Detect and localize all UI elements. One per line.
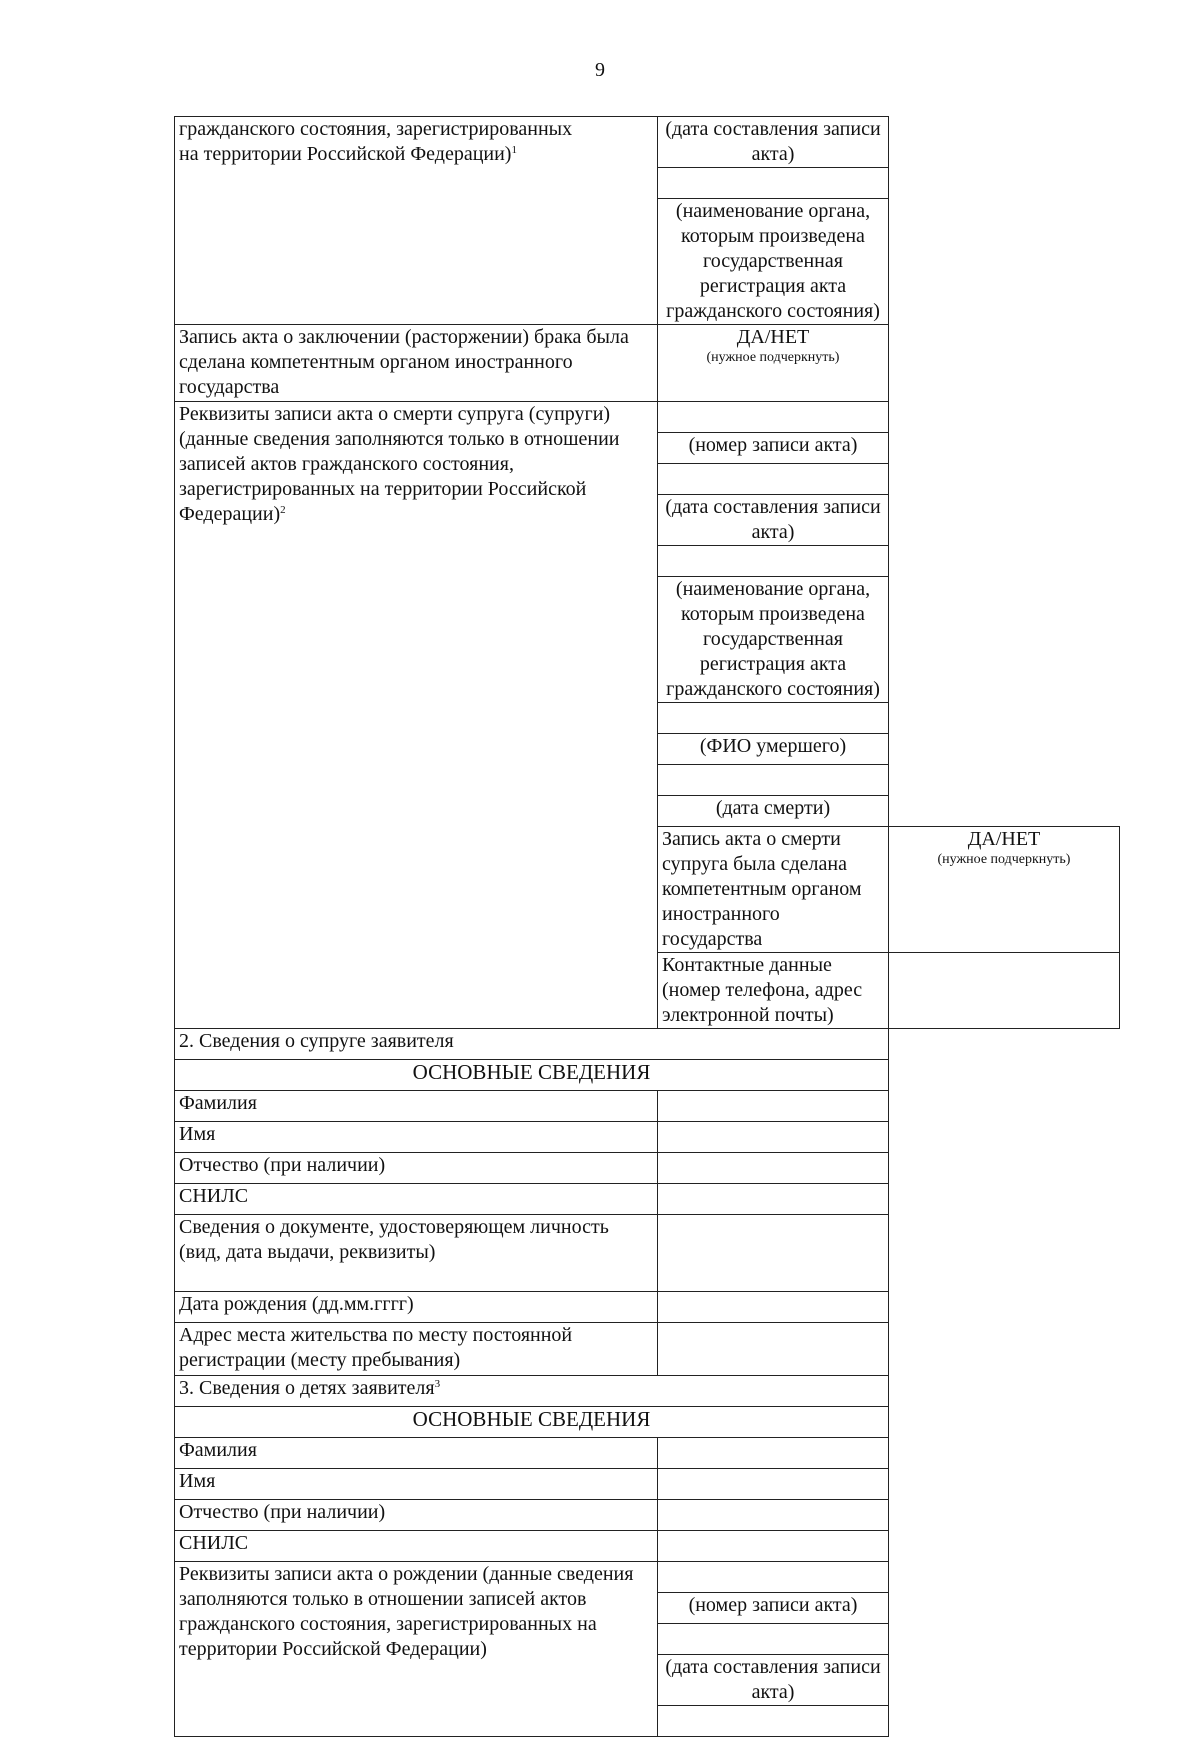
child-birth-record-label: Реквизиты записи акта о рождении (данные сведения заполняются только в отношении записей актов гражданского состояния, зарегистрированных на территории Российской Федерации) [175, 1562, 658, 1737]
child-record-date-field[interactable] [658, 1624, 889, 1655]
authority-field[interactable] [658, 168, 889, 199]
record-date-caption: (дата составления записи акта) [658, 117, 889, 168]
spouse-snils-field[interactable] [658, 1184, 889, 1215]
authority-caption: (наименование органа, которым произведена государственная регистрация акта гражданского состояния) [658, 199, 889, 325]
spouse-id-document-label: Сведения о документе, удостоверяющем личность (вид, дата выдачи, реквизиты) [175, 1215, 658, 1292]
contacts-field[interactable] [889, 953, 1120, 1029]
children-main-heading: ОСНОВНЫЕ СВЕДЕНИЯ [175, 1407, 889, 1438]
spouse-address-label: Адрес места жительства по месту постоянной регистрации (месту пребывания) [175, 1323, 658, 1376]
child-surname-label: Фамилия [175, 1438, 658, 1469]
child-authority-field[interactable] [658, 1706, 889, 1737]
death-date-field[interactable] [658, 765, 889, 796]
death-record-date-caption: (дата составления записи акта) [658, 495, 889, 546]
child-name-field[interactable] [658, 1469, 889, 1500]
death-authority-caption: (наименование органа, которым произведена государственная регистрация акта гражданского состояния) [658, 577, 889, 703]
child-snils-label: СНИЛС [175, 1531, 658, 1562]
child-name-label: Имя [175, 1469, 658, 1500]
underline-hint: (нужное подчеркнуть) [937, 852, 1071, 867]
continued-record-label: гражданского состояния, зарегистрированных на территории Российской Федерации)$^1$ [175, 117, 658, 325]
marriage-foreign-yes-no[interactable] [658, 325, 889, 402]
contacts-label: Контактные данные (номер телефона, адрес электронной почты) [658, 953, 889, 1029]
child-record-number-field[interactable] [658, 1562, 889, 1593]
spouse-name-field[interactable] [658, 1122, 889, 1153]
deceased-name-caption: (ФИО умершего) [658, 734, 889, 765]
death-foreign-yes-no[interactable] [889, 827, 1120, 953]
deceased-name-field[interactable] [658, 703, 889, 734]
yes-no-option[interactable]: ДА/НЕТ [967, 828, 1041, 850]
spouse-main-heading: ОСНОВНЫЕ СВЕДЕНИЯ [175, 1060, 889, 1091]
death-date-caption: (дата смерти) [658, 796, 889, 827]
child-record-number-caption: (номер записи акта) [658, 1593, 889, 1624]
spouse-birth-date-field[interactable] [658, 1292, 889, 1323]
child-patronymic-label: Отчество (при наличии) [175, 1500, 658, 1531]
spouse-surname-label: Фамилия [175, 1091, 658, 1122]
marriage-foreign-label: Запись акта о заключении (расторжении) брака была сделана компетентным органом иностранного государства [175, 325, 658, 402]
spouse-patronymic-field[interactable] [658, 1153, 889, 1184]
death-foreign-label: Запись акта о смерти супруга была сделана компетентным органом иностранного государства [658, 827, 889, 953]
page-number: 9 [595, 59, 605, 81]
spouse-patronymic-label: Отчество (при наличии) [175, 1153, 658, 1184]
child-surname-field[interactable] [658, 1438, 889, 1469]
spouse-id-document-field[interactable] [658, 1215, 889, 1292]
death-record-number-field[interactable] [658, 402, 889, 433]
spouse-snils-label: СНИЛС [175, 1184, 658, 1215]
yes-no-option[interactable]: ДА/НЕТ [736, 326, 810, 348]
spouse-name-label: Имя [175, 1122, 658, 1153]
spouse-section-title: 2. Сведения о супруге заявителя [175, 1029, 889, 1060]
underline-hint: (нужное подчеркнуть) [706, 350, 840, 365]
death-record-number-caption: (номер записи акта) [658, 433, 889, 464]
death-record-label: Реквизиты записи акта о смерти супруга (супруги) (данные сведения заполняются только в отношении записей актов гражданского состояния, зарегистрированных на территории Российской Федерации)$^2$ [175, 402, 658, 1029]
child-snils-field[interactable] [658, 1531, 889, 1562]
children-section-title: 3. Сведения о детях заявителя$^3$ [175, 1376, 889, 1407]
spouse-birth-date-label: Дата рождения (дд.мм.гггг) [175, 1292, 658, 1323]
child-patronymic-field[interactable] [658, 1500, 889, 1531]
spouse-surname-field[interactable] [658, 1091, 889, 1122]
death-record-date-field[interactable] [658, 464, 889, 495]
child-record-date-caption: (дата составления записи акта) [658, 1655, 889, 1706]
spouse-address-field[interactable] [658, 1323, 889, 1376]
death-authority-field[interactable] [658, 546, 889, 577]
application-form-table [174, 116, 1120, 1737]
